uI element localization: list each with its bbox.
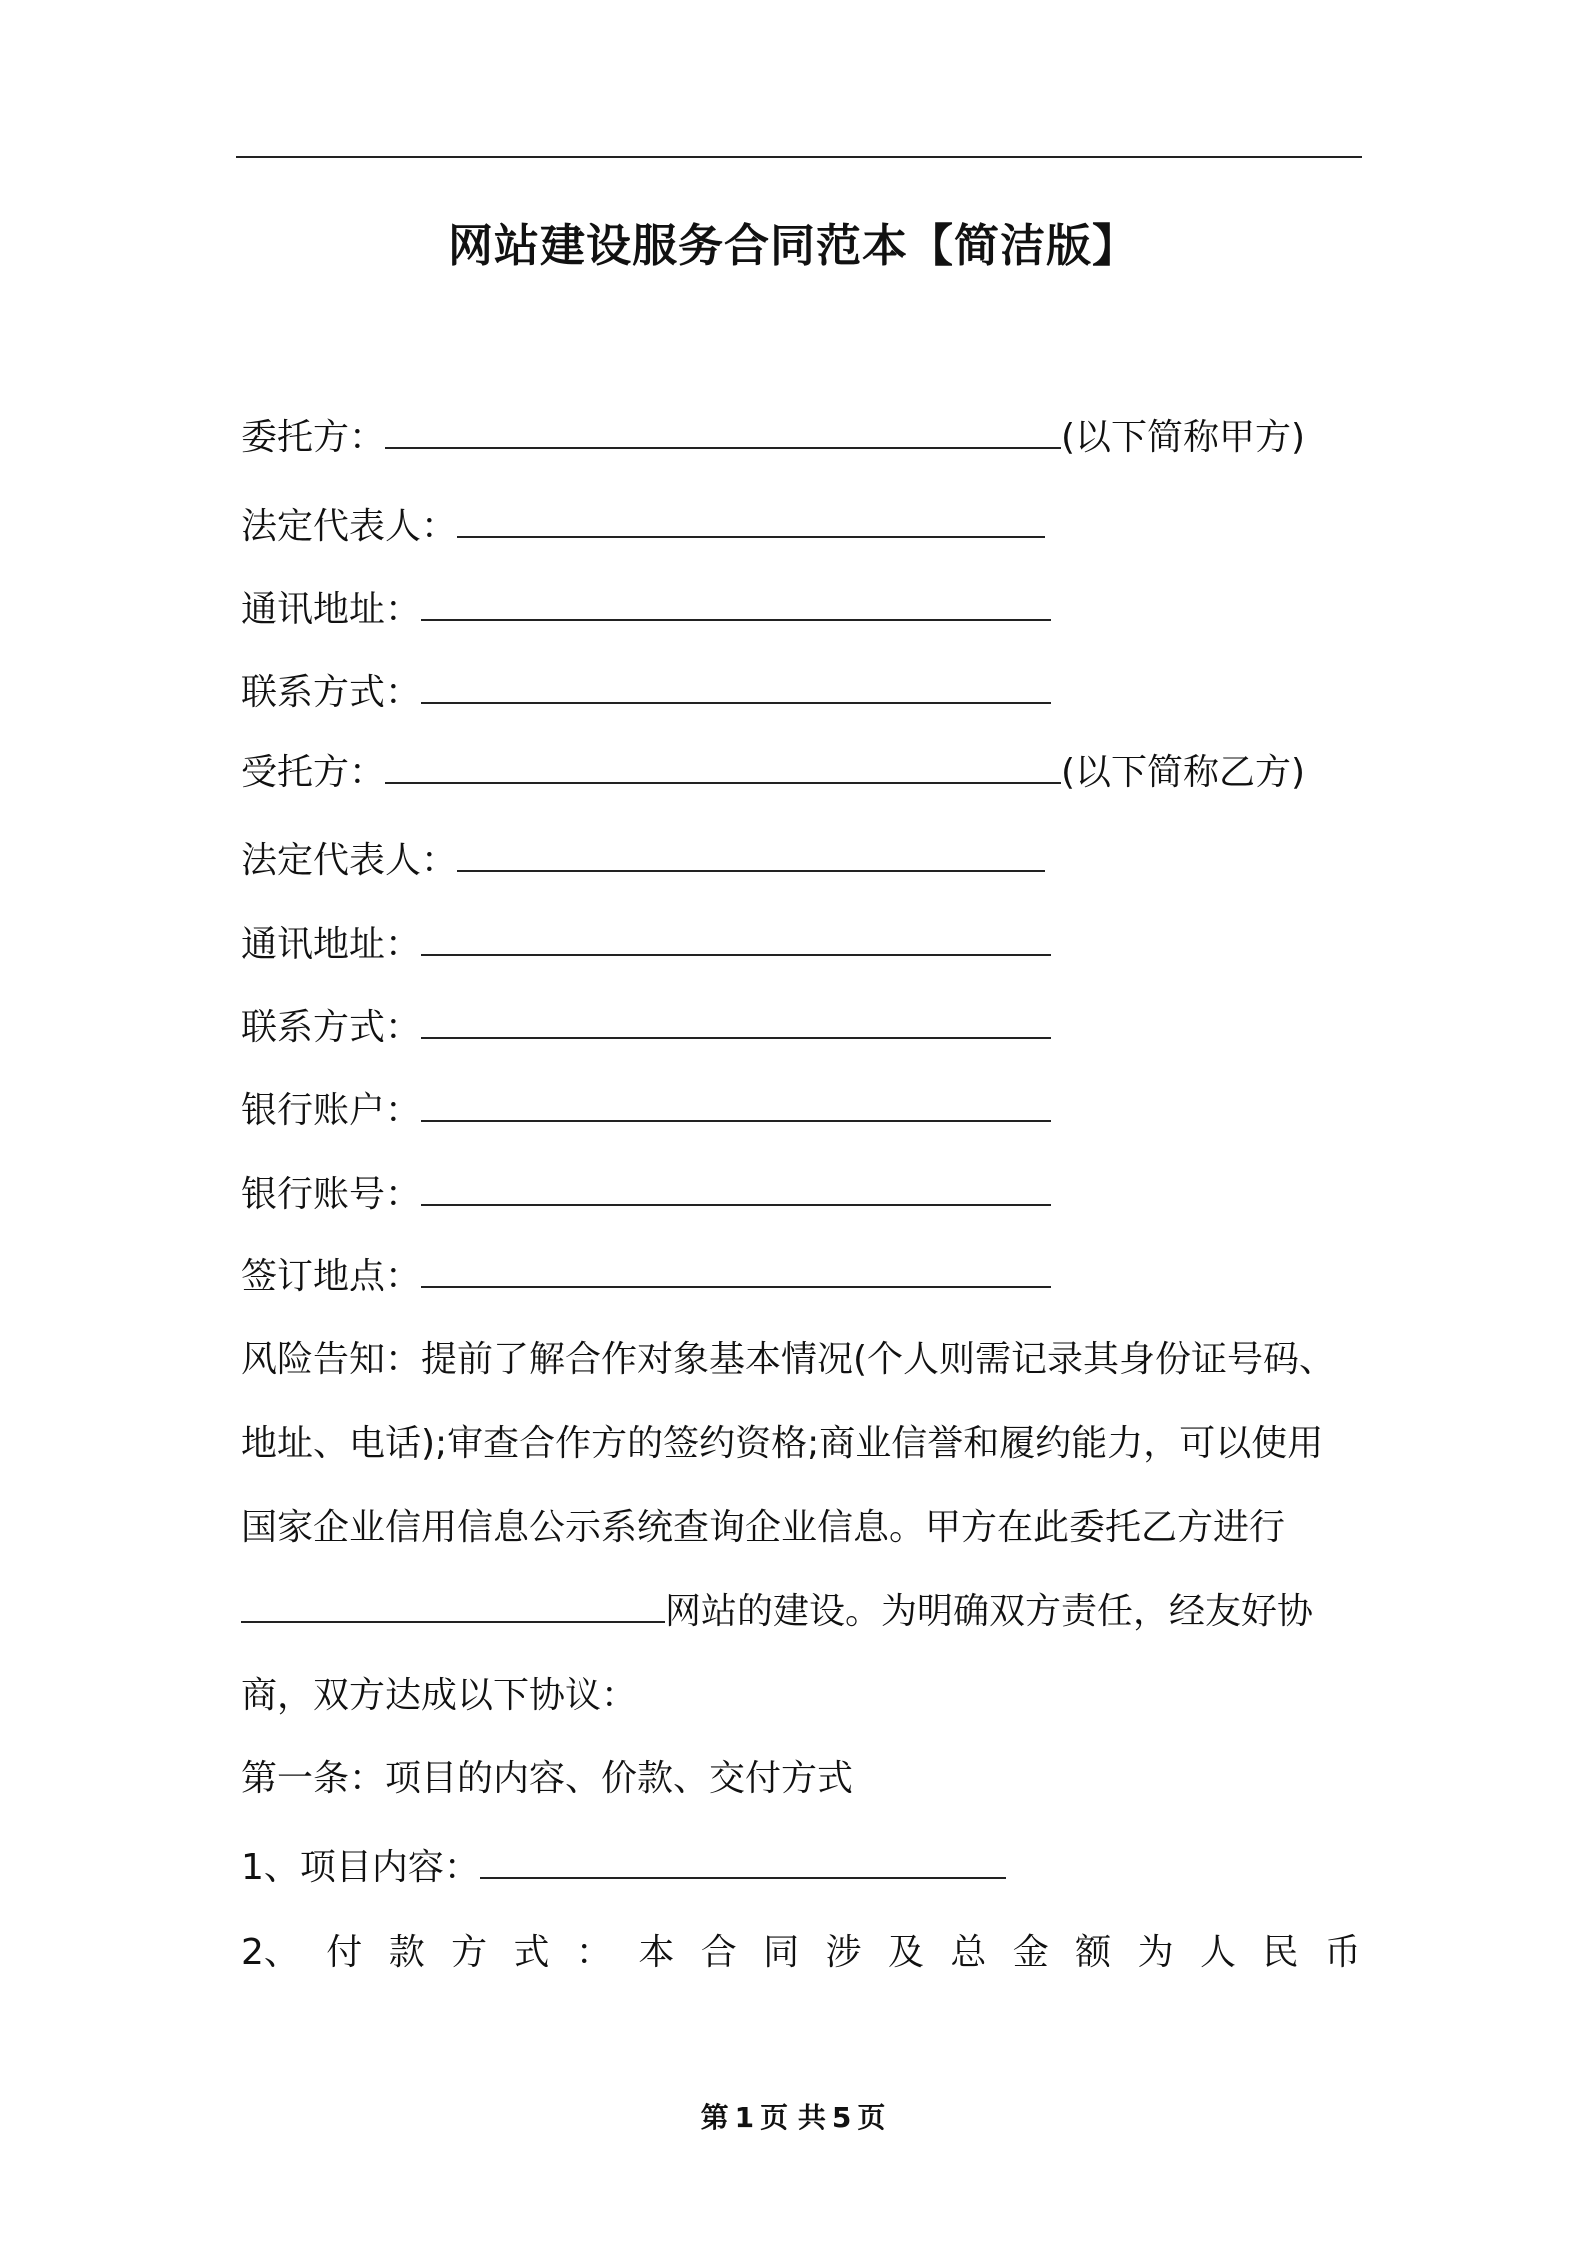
- footer-prefix: 第: [700, 2101, 729, 2134]
- party-b-suffix: (以下简称乙方): [1061, 752, 1306, 793]
- document-title: 网站建设服务合同范本【简洁版】: [447, 219, 1138, 272]
- party-b-legal-rep-label: 法定代表人：: [241, 840, 458, 881]
- party-b-row: [241, 748, 1305, 798]
- payment-method-char: 本: [638, 1932, 675, 1973]
- party-b-signing-place-label: 签订地点：: [241, 1256, 422, 1297]
- payment-method-char: 金: [1012, 1932, 1049, 1973]
- party-b-blank[interactable]: [385, 750, 1061, 784]
- project-content-label: 1、项目内容：: [241, 1847, 480, 1888]
- party-b-bank-account-name-label: 银行账户：: [241, 1090, 422, 1131]
- party-a-label: 委托方：: [241, 417, 386, 458]
- party-b-legal-rep-blank[interactable]: [457, 838, 1045, 872]
- party-a-contact-row: [241, 668, 1051, 718]
- party-b-contact-blank[interactable]: [421, 1005, 1051, 1039]
- payment-method-char: 涉: [825, 1932, 862, 1973]
- party-a-row: [241, 413, 1305, 463]
- payment-method-char: 2、: [241, 1932, 300, 1973]
- party-a-suffix: (以下简称甲方): [1061, 417, 1306, 458]
- risk-notice-line-5: 商，双方达成以下协议：: [241, 1675, 638, 1716]
- party-b-address-label: 通讯地址：: [241, 924, 422, 965]
- payment-method-char: 币: [1324, 1932, 1361, 1973]
- website-name-blank[interactable]: [241, 1589, 665, 1623]
- footer-current-page: 1: [734, 2101, 755, 2134]
- party-a-legal-rep-blank[interactable]: [457, 504, 1045, 538]
- party-a-contact-blank[interactable]: [421, 670, 1051, 704]
- payment-method-char: ：: [575, 1932, 612, 1973]
- party-a-address-label: 通讯地址：: [241, 589, 422, 630]
- payment-method-char: 人: [1199, 1932, 1236, 1973]
- party-b-address-blank[interactable]: [421, 922, 1051, 956]
- payment-method-row: [241, 1928, 1361, 1978]
- project-content-row: [241, 1843, 1006, 1893]
- page-footer: [0, 2098, 1586, 2138]
- article-1-heading: 第一条：项目的内容、价款、交付方式: [241, 1758, 854, 1799]
- payment-method-char: 额: [1075, 1932, 1112, 1973]
- party-b-signing-place-blank[interactable]: [421, 1254, 1051, 1288]
- party-a-blank[interactable]: [385, 415, 1061, 449]
- footer-suffix: 页: [857, 2101, 886, 2134]
- risk-notice-line-1: 风险告知：提前了解合作对象基本情况(个人则需记录其身份证号码、: [241, 1339, 1336, 1380]
- payment-method-char: 为: [1137, 1932, 1174, 1973]
- risk-notice-line-4-text: 网站的建设。为明确双方责任，经友好协: [665, 1591, 1314, 1632]
- payment-method-char: 款: [388, 1932, 425, 1973]
- party-a-address-row: [241, 585, 1051, 635]
- payment-method-char: 民: [1262, 1932, 1299, 1973]
- party-b-bank-account-number-blank[interactable]: [421, 1172, 1051, 1206]
- payment-method-char: 同: [763, 1932, 800, 1973]
- party-b-signing-place-row: [241, 1252, 1051, 1302]
- payment-method-char: 付: [326, 1932, 363, 1973]
- risk-notice-line-2: 地址、电话);审查合作方的签约资格;商业信誉和履约能力，可以使用: [241, 1423, 1324, 1464]
- risk-notice-line-3: 国家企业信用信息公示系统查询企业信息。甲方在此委托乙方进行: [241, 1507, 1286, 1548]
- footer-middle: 页 共: [760, 2101, 826, 2134]
- party-b-bank-account-name-row: [241, 1086, 1051, 1136]
- party-b-contact-row: [241, 1003, 1051, 1053]
- party-b-label: 受托方：: [241, 752, 386, 793]
- party-a-legal-rep-label: 法定代表人：: [241, 506, 458, 547]
- project-content-blank[interactable]: [480, 1845, 1006, 1879]
- payment-method-char: 方: [451, 1932, 488, 1973]
- risk-notice-line-4: [241, 1570, 1363, 1654]
- party-b-bank-account-number-label: 银行账号：: [241, 1174, 422, 1215]
- party-b-address-row: [241, 920, 1051, 970]
- party-b-bank-account-name-blank[interactable]: [421, 1088, 1051, 1122]
- payment-method-char: 合: [700, 1932, 737, 1973]
- payment-method-char: 总: [950, 1932, 987, 1973]
- risk-notice-paragraph: [241, 1318, 1363, 1738]
- payment-method-char: 及: [887, 1932, 924, 1973]
- party-b-contact-label: 联系方式：: [241, 1007, 422, 1048]
- party-a-contact-label: 联系方式：: [241, 672, 422, 713]
- party-b-legal-rep-row: [241, 836, 1045, 886]
- party-b-bank-account-number-row: [241, 1170, 1051, 1220]
- header-rule: [236, 156, 1362, 158]
- footer-total-pages: 5: [831, 2101, 852, 2134]
- party-a-address-blank[interactable]: [421, 587, 1051, 621]
- party-a-legal-rep-row: [241, 502, 1045, 552]
- payment-method-char: 式: [513, 1932, 550, 1973]
